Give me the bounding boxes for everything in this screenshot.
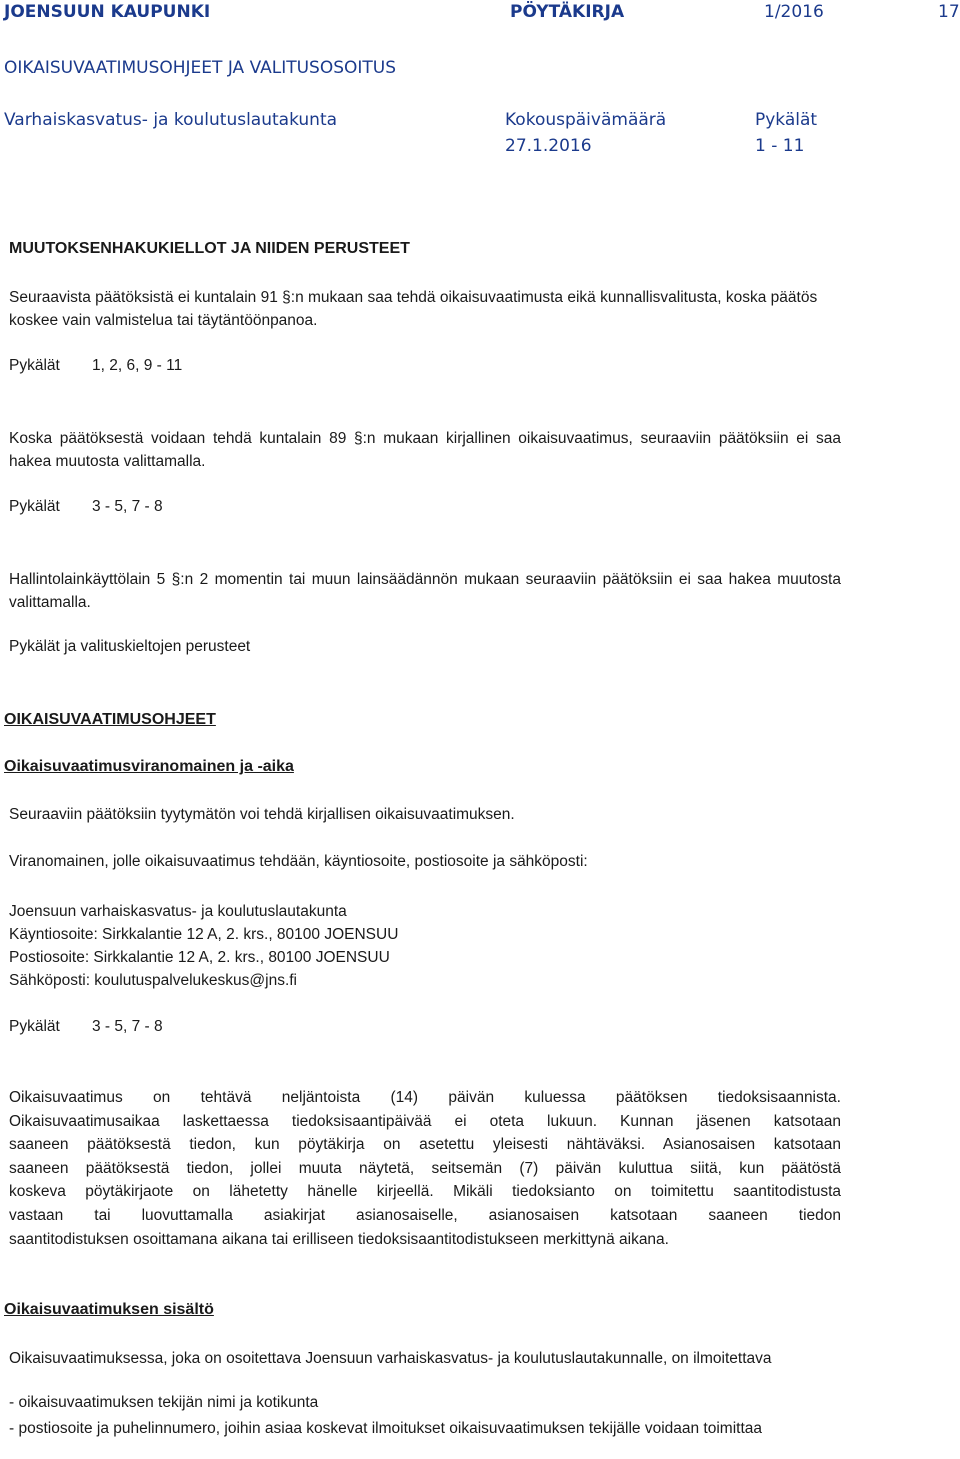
authority-address <box>9 900 398 992</box>
prohibitions-paragraph-2: Koska päätöksestä voidaan tehdä kuntalain 89 §:n mukaan kirjallinen oikaisuvaatimus, seuraaviin päätöksiin ei saa hakea muutosta valittamalla. <box>9 430 841 470</box>
instructions-subheading: Oikaisuvaatimusviranomainen ja -aika <box>4 758 294 775</box>
prohibitions-heading: MUUTOKSENHAKUKIELLOT JA NIIDEN PERUSTEET <box>9 240 410 257</box>
content-intro: Oikaisuvaatimuksessa, joka on osoitettava Joensuun varhaiskasvatus- ja koulutuslautakunnalle, on ilmoitettava <box>9 1350 772 1367</box>
paragraph-line: saaneen päätöksestä tiedon, jollei muuta näytetä, seitsemän (7) päivän kuluttua siitä, kun päätöstä <box>9 1159 841 1177</box>
sections-2-label: Pykälät <box>9 498 60 515</box>
address-line: Joensuun varhaiskasvatus- ja koulutuslautakunta <box>9 903 347 920</box>
document-type: PÖYTÄKIRJA <box>510 2 625 22</box>
instructions-paragraph-3 <box>9 1086 841 1251</box>
instructions-heading: OIKAISUVAATIMUSOHJEET <box>4 711 216 728</box>
paragraph-line: Oikaisuvaatimusaikaa laskettaessa tiedoksisaantipäivää ei oteta lukuun. Kunnan jäsenen katsotaan <box>9 1112 841 1130</box>
sections-3-text: Pykälät ja valituskieltojen perusteet <box>9 638 251 655</box>
content-bullet-1: - oikaisuvaatimuksen tekijän nimi ja kotikunta <box>9 1394 319 1411</box>
city-name: JOENSUUN KAUPUNKI <box>4 2 211 22</box>
meeting-date-label: Kokouspäivämäärä <box>505 110 667 130</box>
document-number: 1/2016 <box>764 2 824 22</box>
meeting-date-value: 27.1.2016 <box>505 136 592 156</box>
content-bullet-2: - postiosoite ja puhelinnumero, joihin asiaa koskevat ilmoitukset oikaisuvaatimuksen tekijälle voidaan toimittaa <box>9 1420 763 1437</box>
paragraph-line: saaneen päätöksestä tiedon, kun pöytäkirja on asetettu yleisesti nähtäväksi. Asianosaisen katsotaan <box>9 1136 841 1154</box>
address-line: Käyntiosoite: Sirkkalantie 12 A, 2. krs., 80100 JOENSUU <box>9 926 399 943</box>
sections-1-label: Pykälät <box>9 357 60 374</box>
paragraph-line: koskeva pöytäkirjaote on lähetetty hänelle kirjeellä. Mikäli tiedoksianto on toimitettu saantitodistusta <box>9 1183 841 1201</box>
sections-1-value: 1, 2, 6, 9 - 11 <box>92 357 183 374</box>
sections-label: Pykälät <box>755 110 818 130</box>
instructions-paragraph-1: Seuraaviin päätöksiin tyytymätön voi tehdä kirjallisen oikaisuvaatimuksen. <box>9 806 515 823</box>
paragraph-line: Oikaisuvaatimus on tehtävä neljäntoista (14) päivän kuluessa päätöksen tiedoksisaannista. <box>9 1089 841 1106</box>
instructions-paragraph-2: Viranomainen, jolle oikaisuvaatimus tehdään, käyntiosoite, postiosoite ja sähköposti: <box>9 853 588 870</box>
sections-value: 1 - 11 <box>755 136 805 156</box>
document-title: OIKAISUVAATIMUSOHJEET JA VALITUSOSOITUS <box>4 58 397 78</box>
prohibitions-paragraph-3: Hallintolainkäyttölain 5 §:n 2 momentin tai muun lainsäädännön mukaan seuraaviin päätöksiin ei saa hakea muutosta valittamalla. <box>9 571 841 611</box>
sections-2-value: 3 - 5, 7 - 8 <box>92 498 163 515</box>
paragraph-line: saantitodistuksen osoittamana aikana tai erilliseen tiedoksisaantitodistukseen merkittynä aikana. <box>9 1230 669 1248</box>
prohibitions-paragraph-1: Seuraavista päätöksistä ei kuntalain 91 §:n mukaan saa tehdä oikaisuvaatimusta eikä kunnallisvalitusta, koska päätös koskee vain valmistelua tai täytäntöönpanoa. <box>9 289 818 329</box>
address-line: Postiosoite: Sirkkalantie 12 A, 2. krs., 80100 JOENSUU <box>9 949 390 966</box>
page-number: 17 <box>938 2 960 22</box>
sections-4-value: 3 - 5, 7 - 8 <box>92 1018 163 1035</box>
address-line: Sähköposti: koulutuspalvelukeskus@jns.fi <box>9 972 297 989</box>
board-name: Varhaiskasvatus- ja koulutuslautakunta <box>4 110 338 130</box>
paragraph-line: vastaan tai luovuttamalla asiakirjat asianosaiselle, asianosaisen katsotaan saaneen tiedon <box>9 1206 841 1224</box>
content-heading: Oikaisuvaatimuksen sisältö <box>4 1301 214 1318</box>
sections-4-label: Pykälät <box>9 1018 60 1035</box>
